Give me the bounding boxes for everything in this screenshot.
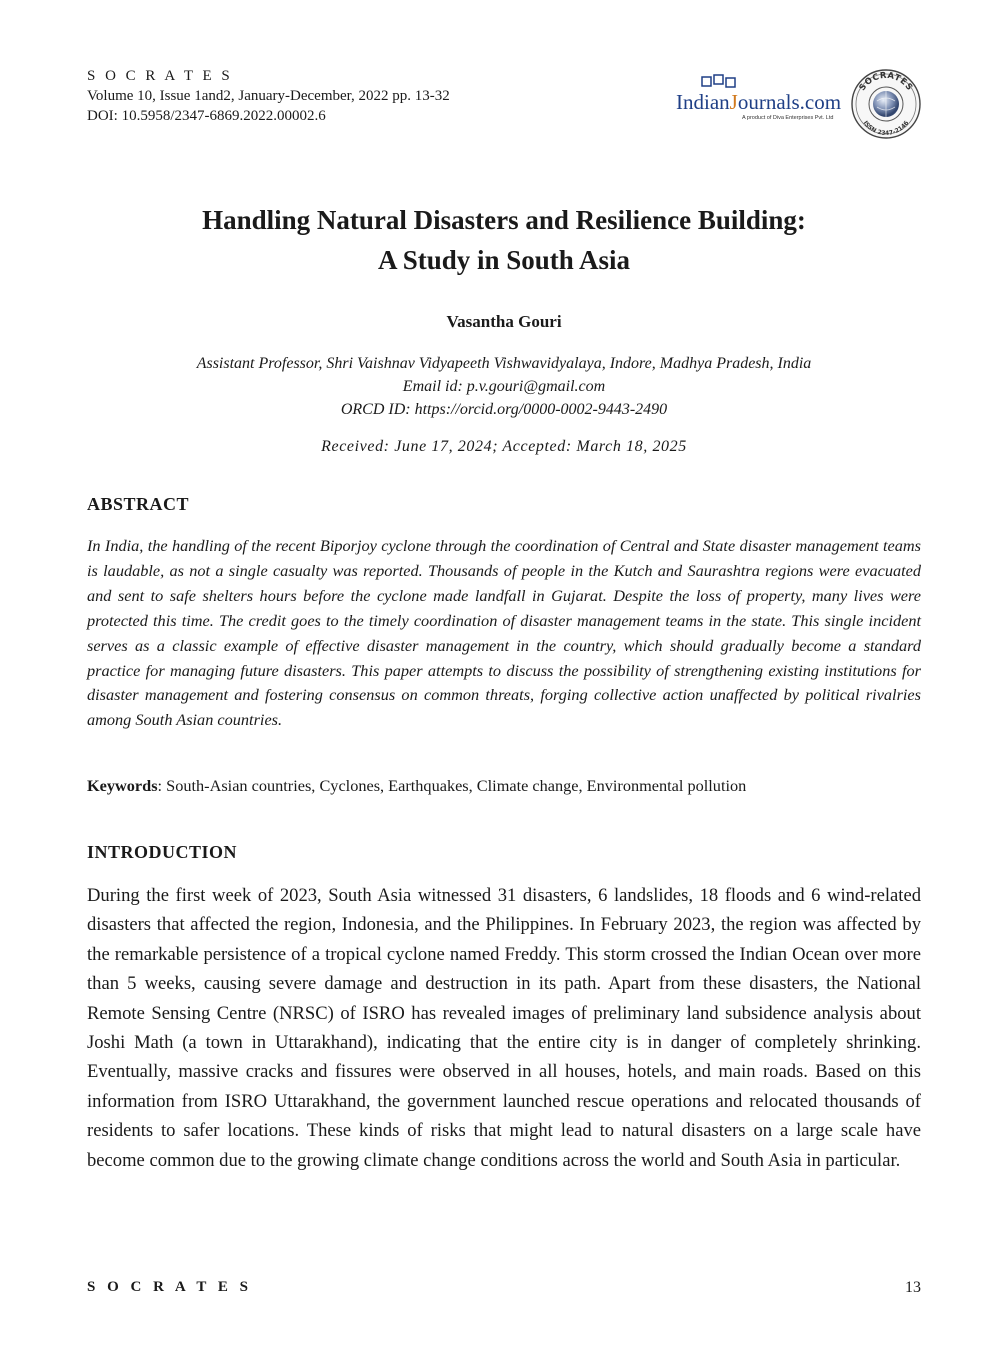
author-email: Email id: p.v.gouri@gmail.com <box>402 378 606 395</box>
footer-journal: S O C R A T E S <box>87 1279 252 1295</box>
abstract-text: In India, the handling of the recent Biporjoy cyclone through the coordination of Central and State disaster management teams is laudable, as not a single casualty was reported. Thousands of people in the Kutch and Saurashtra regions were evacuated and sent to safe shelters hours before the cyclone made landfall in Gujarat. Despite the loss of property, many lives were protected this time. The credit goes to the timely coordination of disaster management teams in the state. This single incident serves as a classic example of effective disaster management in the country, which should gradually become a standard practice for managing future disasters. This paper attempts to discuss the possibility of strengthening existing institutions for disaster management and fostering consensus on common threats, forging collective action unaffected by political rivalries among South Asian countries. <box>87 536 921 730</box>
svg-text:ISSN 2347-2146: ISSN 2347-2146 <box>861 119 911 138</box>
introduction-text: During the first week of 2023, South Asia witnessed 31 disasters, 6 landslides, 18 floods and 6 wind-related disasters that affected the region, Indonesia, and the Philippines. In February 2023, the region was affected by the remarkable persistence of a tropical cyclone named Freddy. This storm crossed the Indian Ocean over more than 5 weeks, causing severe damage and destruction in its path. Apart from these disasters, the National Remote Sensing Centre (NRSC) of ISRO has revealed images of preliminary land subsidence analysis about Joshi Math (a town in Uttarakhand), indicating that the entire city is in danger of completely shrinking. Eventually, massive cracks and fissures were observed in all houses, hotels, and main roads. Based on this information from ISRO Uttarakhand, the government launched rescue operations and relocated thousands of residents to safer locations. These kinds of risks that might lead to natural disasters on a large scale have become common due to the growing climate change conditions across the world and South Asia in particular. <box>87 885 921 1171</box>
author-orcid: ORCD ID: https://orcid.org/0000-0002-9443-2490 <box>340 401 668 418</box>
abstract-heading: ABSTRACT <box>87 494 190 514</box>
logo-squares-icon <box>700 74 740 90</box>
journal-header <box>87 66 450 126</box>
journal-name: S O C R A T E S <box>87 68 233 84</box>
affiliation: Assistant Professor, Shri Vaishnav Vidyapeeth Vishwavidyalaya, Indore, Madhya Pradesh, India <box>196 355 812 372</box>
paper-title-line2: A Study in South Asia <box>377 245 631 275</box>
socrates-seal-icon <box>850 68 922 140</box>
keywords-line <box>87 776 921 796</box>
keywords-separator: : <box>157 776 163 795</box>
doi-text: DOI: 10.5958/2347-6869.2022.00002.6 <box>87 108 326 124</box>
author-name: Vasantha Gouri <box>446 312 562 331</box>
received-accepted-dates: Received: June 17, 2024; Accepted: March 18, 2025 <box>321 438 687 455</box>
publisher-logos <box>676 68 926 140</box>
keywords-list: South-Asian countries, Cyclones, Earthquakes, Climate change, Environmental pollution <box>162 776 747 795</box>
svg-text:SOCRATES: SOCRATES <box>857 70 915 93</box>
indianjournals-tagline: A product of Diva Enterprises Pvt. Ltd <box>742 115 834 121</box>
indianjournals-wordmark: IndianJournals.com <box>676 90 842 114</box>
author-affiliation-block <box>87 352 921 421</box>
paper-title-line1: Handling Natural Disasters and Resilience Building: <box>202 205 806 235</box>
page-number: 13 <box>905 1279 921 1296</box>
paper-title <box>87 200 921 280</box>
introduction-heading: INTRODUCTION <box>87 842 238 862</box>
keywords-label: Keywords <box>87 776 158 795</box>
indianjournals-logo <box>676 74 848 124</box>
volume-info: Volume 10, Issue 1and2, January-December, 2022 pp. 13-32 <box>87 88 450 104</box>
